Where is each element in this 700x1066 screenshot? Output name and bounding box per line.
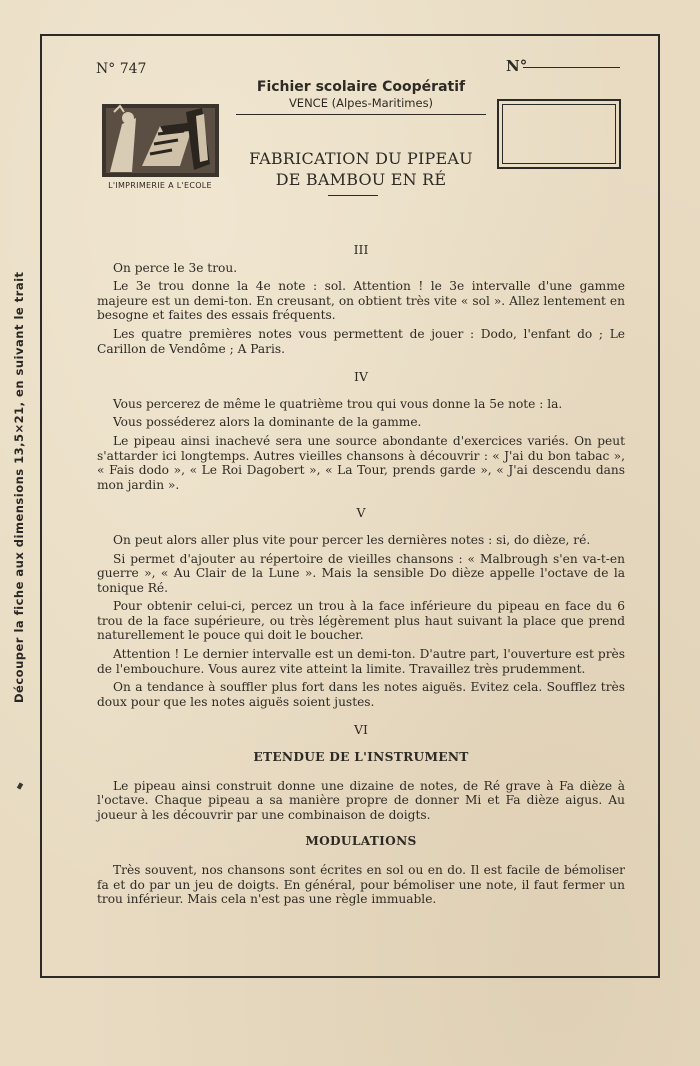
- number-fill-line: [523, 67, 620, 68]
- paragraph: On peut alors aller plus vite pour percer les dernières notes : si, do dièze, ré.: [113, 532, 591, 547]
- paragraph: Le 3e trou donne la 4e note : sol. Attention ! le 3e intervalle d'une gamme majeure est un demi-ton. En creusant, on obtient très vite « sol ». Allez lentement en besogne et faites des essais fréquents.: [97, 279, 625, 323]
- printing-press-logo-icon: [102, 104, 219, 177]
- stamp-box: [497, 99, 621, 169]
- paragraph: On a tendance à souffler plus fort dans les notes aiguës. Evitez cela. Soufflez très doux pour que les notes aiguës soient justes.: [97, 680, 625, 709]
- paragraph: On perce le 3e trou.: [113, 260, 238, 275]
- section-heading: III: [353, 242, 369, 257]
- document-title: [232, 148, 490, 190]
- section-heading: IV: [354, 369, 368, 385]
- paragraph: Vous percerez de même le quatrième trou qui vous donne la 5e note : la.: [113, 396, 563, 411]
- number-label: N°: [506, 57, 528, 75]
- subheading-modulations: MODULATIONS: [305, 834, 417, 849]
- paragraph: Si permet d'ajouter au répertoire de vieilles chansons : « Malbrough s'en va-t-en guerre », « Au Clair de la Lune ». Mais la sensible Do dièze appelle l'octave de la tonique Ré.: [97, 551, 625, 595]
- header-rule: [236, 114, 486, 115]
- title-line-2: DE BAMBOU EN RÉ: [275, 170, 447, 189]
- section-heading: V: [356, 505, 366, 521]
- paragraph: Très souvent, nos chansons sont écrites en sol ou en do. Il est facile de bémoliser fa et do par un jeu de doigts. En général, pour bémoliser une note, il faut fermer un trou inférieur. Mais cela n'est pas une règle immuable.: [97, 863, 625, 907]
- org-place: VENCE (Alpes-Maritimes): [288, 96, 434, 110]
- org-name: Fichier scolaire Coopératif: [256, 79, 466, 95]
- paragraph: Les quatre premières notes vous permettent de jouer : Dodo, l'enfant do ; Le Carillon de Vendôme ; A Paris.: [97, 326, 625, 356]
- fiche-number: N° 747: [96, 61, 147, 77]
- title-line-1: FABRICATION DU PIPEAU: [249, 149, 473, 168]
- paragraph: Le pipeau ainsi inachevé sera une source abondante d'exercices variés. On peut s'attarder ici longtemps. Autres vieilles chansons à découvrir : « J'ai du bon tabac », « Fais dodo », « Le Roi Dagobert », « La Tour, prends garde », « J'ai descendu dans mon jardin ».: [97, 433, 625, 492]
- paragraph: Attention ! Le dernier intervalle est un demi-ton. D'autre part, l'ouverture est près de l'embouchure. Vous aurez vite atteint la limite. Travaillez très prudemment.: [97, 647, 625, 676]
- document-body: [97, 243, 625, 911]
- paragraph: Pour obtenir celui-ci, percez un trou à la face inférieure du pipeau en face du 6 trou de la face supérieure, ou très légèrement plus haut suivant la place que prend naturellement le pouce qui doit le boucher.: [97, 599, 625, 643]
- title-rule: [328, 195, 378, 196]
- subheading-etendue: ETENDUE DE L'INSTRUMENT: [253, 750, 469, 765]
- section-heading: VI: [354, 722, 368, 738]
- paragraph: Le pipeau ainsi construit donne une dizaine de notes, de Ré grave à Fa dièze à l'octave. Chaque pipeau a sa manière propre de donner Mi et Fa dièze aigus. Au joueur à les découvrir par une combinaison de doigts.: [97, 778, 625, 822]
- paragraph: Vous posséderez alors la dominante de la gamme.: [113, 415, 422, 430]
- cut-instruction: Découper la fiche aux dimensions 13,5×21, en suivant le trait: [12, 271, 26, 703]
- logo-caption: L'IMPRIMERIE A L'ECOLE: [108, 181, 212, 190]
